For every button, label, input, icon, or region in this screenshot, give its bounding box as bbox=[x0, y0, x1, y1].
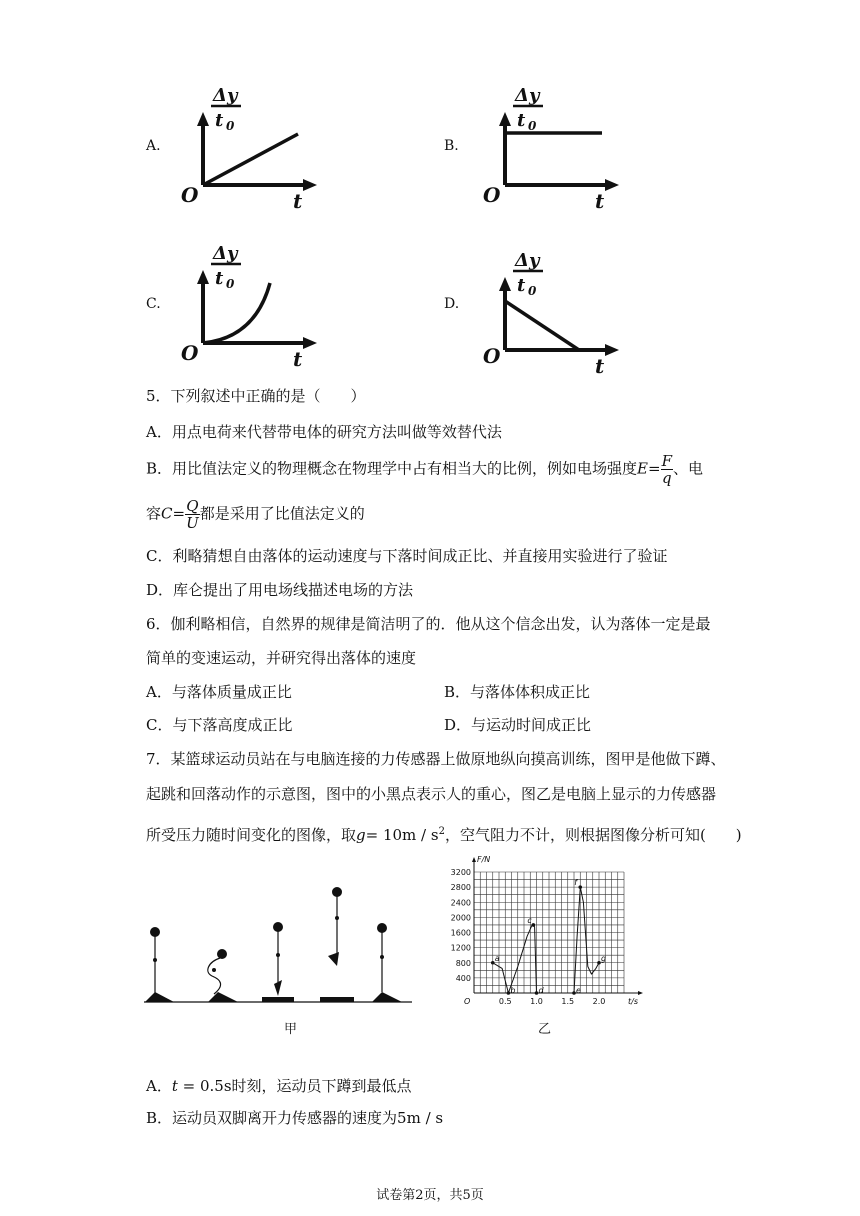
x-axis-label: t/s bbox=[628, 997, 638, 1006]
stick-figure-squat bbox=[208, 949, 238, 1002]
y-tick-label: 400 bbox=[455, 973, 471, 983]
x-axis-arrow bbox=[638, 991, 643, 995]
stick-figure-standing bbox=[145, 927, 174, 1002]
q7-a-pre: A． bbox=[146, 1077, 172, 1095]
q6-option-b: B．与落体体积成正比 bbox=[444, 683, 591, 701]
q7-a-val: = 0.5s bbox=[177, 1077, 232, 1095]
q5-b-frac-c-den: U bbox=[186, 514, 199, 532]
q7-option-a bbox=[146, 1076, 412, 1096]
q7-g-val: = 10m / s bbox=[365, 826, 439, 844]
q6-option-c: C．与下落高度成正比 bbox=[146, 716, 293, 734]
q7-stem3a: 所受压力随时间变化的图像，取 bbox=[146, 826, 357, 844]
q5-b-frac-c-num: Q bbox=[186, 497, 199, 515]
q5-option-d: D．库仑提出了用电场线描述电场的方法 bbox=[146, 581, 414, 599]
y-tick-label: 3200 bbox=[450, 868, 471, 877]
data-point-label-d: d bbox=[538, 986, 544, 995]
q7-stem-line1: 7．某篮球运动员站在与电脑连接的力传感器上做原地纵向摸高训练，图甲是他做下蹲、 bbox=[146, 750, 726, 768]
graph-d-ylabel-num: Δy bbox=[515, 250, 540, 271]
y-tick-label: 2800 bbox=[450, 883, 471, 893]
graph-a-xlabel: t bbox=[293, 189, 303, 213]
q7-option-b bbox=[146, 1108, 443, 1128]
q5-option-a: A．用点电荷来代替带电体的研究方法叫做等效替代法 bbox=[146, 423, 502, 441]
y-tick-label: 2000 bbox=[450, 913, 471, 923]
y-axis-label: F/N bbox=[477, 855, 491, 864]
graph-b-ylabel-den: t bbox=[517, 110, 526, 131]
graph-c-ylabel-sub: 0 bbox=[226, 277, 235, 291]
graph-c bbox=[175, 238, 325, 371]
q5-b-text1: B．用比值法定义的物理概念在物理学中占有相当大的比例，例如电场强度 bbox=[146, 459, 638, 478]
q5-b-frac-e-den: q bbox=[661, 469, 672, 487]
q5-option-b-line2: 容C= $\frac{Q}{U}$ 都是采用了比值法定义的 bbox=[146, 497, 365, 532]
y-tick-label: 800 bbox=[455, 958, 471, 968]
origin-label: O bbox=[464, 997, 471, 1006]
q5-b-text4: 都是采用了比值法定义的 bbox=[199, 504, 365, 523]
data-point-label-c: c bbox=[527, 915, 532, 925]
stick-figure-landing bbox=[372, 923, 402, 1002]
data-point-label-a: a bbox=[494, 953, 500, 963]
y-tick-label: 2400 bbox=[450, 898, 471, 908]
q7-a-post: 时刻，运动员下蹲到最低点 bbox=[231, 1077, 412, 1095]
graph-a-origin: O bbox=[181, 183, 199, 207]
q5-option-c: C．利略猜想自由落体的运动速度与下落时间成正比、并直接用实验进行了验证 bbox=[146, 547, 668, 565]
graph-c-ylabel-num: Δy bbox=[213, 243, 238, 264]
x-tick-label: 1.0 bbox=[530, 997, 543, 1006]
y-tick-label: 1600 bbox=[450, 928, 471, 938]
q6-stem-line1: 6．伽利略相信，自然界的规律是简洁明了的．他从这个信念出发，认为落体一定是最 bbox=[146, 615, 711, 633]
figure-yi-caption: 乙 bbox=[538, 1022, 552, 1037]
data-point-label-b: b bbox=[510, 986, 516, 995]
figure-jia bbox=[140, 880, 420, 1010]
graph-b-origin: O bbox=[483, 183, 501, 207]
q6-option-a: A．与落体质量成正比 bbox=[146, 683, 292, 701]
data-point-label-e: e bbox=[576, 986, 581, 995]
graph-d bbox=[477, 245, 627, 378]
graph-c-xlabel: t bbox=[293, 347, 303, 371]
graph-a-ylabel-sub: 0 bbox=[226, 119, 235, 133]
graph-a-ylabel-den: t bbox=[215, 110, 224, 131]
x-tick-label: 1.5 bbox=[561, 997, 575, 1006]
q7-b-pre: B．运动员双脚离开力传感器的速度为 bbox=[146, 1109, 398, 1127]
q5-b-c: C bbox=[161, 504, 173, 523]
figure-jia-caption: 甲 bbox=[284, 1022, 298, 1037]
y-tick-label: 1200 bbox=[450, 943, 471, 953]
data-point-f bbox=[578, 885, 582, 889]
option-label-d: D. bbox=[444, 296, 460, 312]
q5-b-text3: 容 bbox=[146, 504, 162, 523]
q5-stem: 5．下列叙述中正确的是（ ） bbox=[146, 387, 366, 405]
q7-stem-line3 bbox=[146, 822, 742, 845]
data-point-label-g: g bbox=[601, 953, 607, 963]
graph-b-xlabel: t bbox=[595, 189, 605, 213]
q6-option-d: D．与运动时间成正比 bbox=[444, 716, 592, 734]
data-point-c bbox=[532, 923, 536, 927]
q5-option-b-line1: B．用比值法定义的物理概念在物理学中占有相当大的比例，例如电场强度E= $\frac{F}{q}$ 、电 bbox=[146, 452, 703, 487]
graph-b-ylabel-sub: 0 bbox=[528, 119, 537, 133]
graph-b bbox=[477, 80, 627, 213]
q7-g-sup: 2 bbox=[438, 826, 445, 837]
q5-b-text2: 、电 bbox=[672, 459, 703, 478]
graph-a bbox=[175, 80, 325, 213]
graph-d-xlabel: t bbox=[595, 354, 605, 378]
data-point-label-f: f bbox=[574, 878, 578, 888]
q7-g: g bbox=[356, 826, 366, 844]
figure-yi-chart bbox=[448, 852, 678, 1012]
q6-stem-line2: 简单的变速运动，并研究得出落体的速度 bbox=[146, 649, 417, 667]
graph-a-ylabel-num: Δy bbox=[213, 85, 238, 106]
q7-stem-line2: 起跳和回落动作的示意图，图中的小黑点表示人的重心，图乙是电脑上显示的力传感器 bbox=[146, 785, 717, 803]
y-axis-arrow bbox=[472, 857, 476, 862]
graph-c-origin: O bbox=[181, 341, 199, 365]
stick-figure-airborne bbox=[320, 887, 354, 1002]
q7-stem3b: ，空气阻力不计，则根据图像分析可知( ) bbox=[444, 826, 742, 844]
q5-b-e: E bbox=[637, 459, 648, 478]
graph-d-ylabel-den: t bbox=[517, 275, 526, 296]
graph-d-ylabel-sub: 0 bbox=[528, 284, 537, 298]
x-tick-label: 0.5 bbox=[498, 997, 512, 1006]
page-footer: 试卷第2页，共5页 bbox=[376, 1188, 484, 1203]
x-tick-label: 2.0 bbox=[592, 997, 606, 1006]
q5-b-frac-c bbox=[185, 498, 200, 531]
q5-b-frac-e-num: F bbox=[661, 452, 672, 470]
q7-a-t: t bbox=[171, 1077, 178, 1095]
graph-d-origin: O bbox=[483, 344, 501, 368]
stick-figure-takeoff bbox=[262, 922, 294, 1002]
graph-b-ylabel-num: Δy bbox=[515, 85, 540, 106]
q7-b-val: 5m / s bbox=[397, 1109, 444, 1127]
graph-c-ylabel-den: t bbox=[215, 268, 224, 289]
option-label-b: B. bbox=[444, 138, 459, 154]
option-label-a: A. bbox=[146, 138, 161, 154]
q5-b-frac-e bbox=[661, 453, 673, 486]
option-label-c: C. bbox=[146, 296, 161, 312]
